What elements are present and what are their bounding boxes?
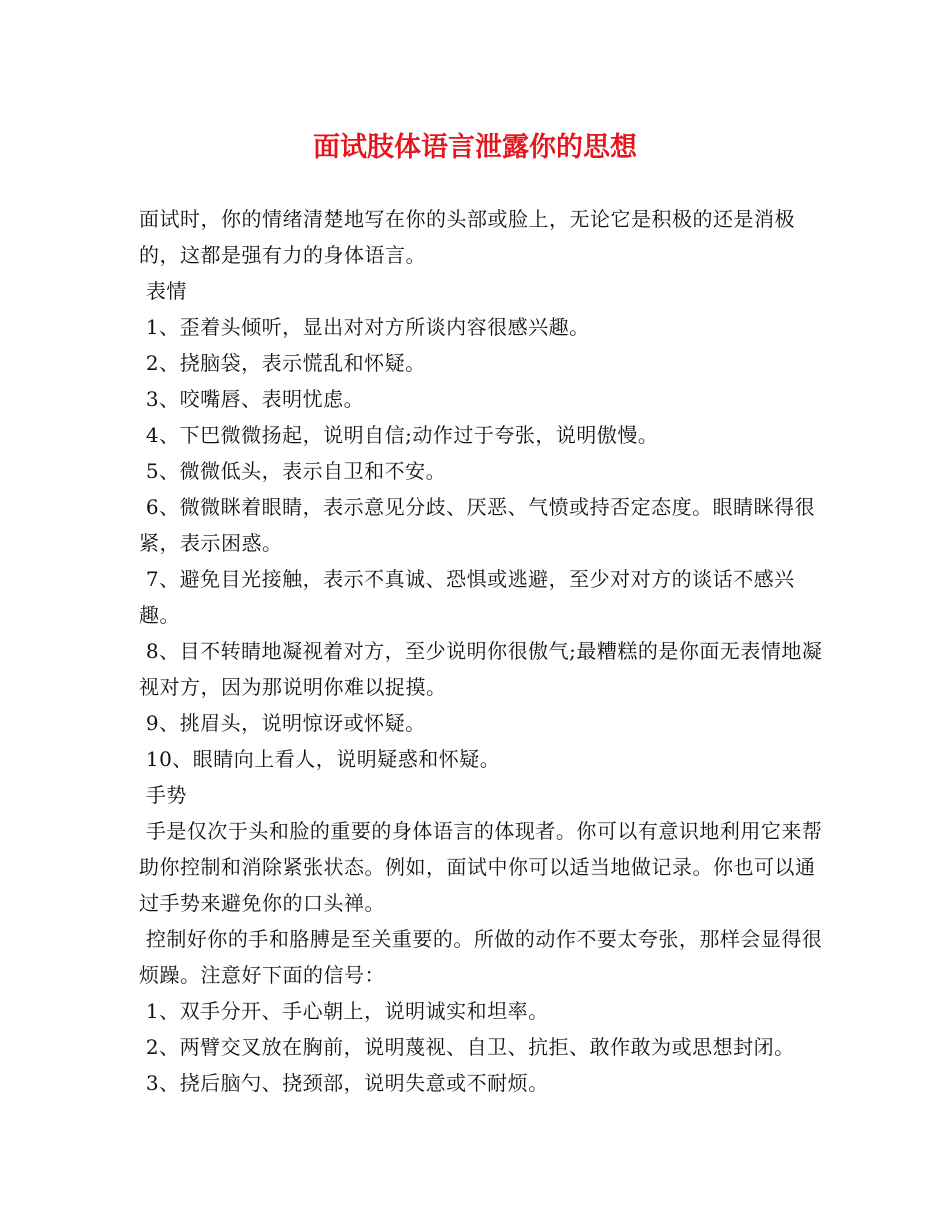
list-item: 5、微微低头，表示自卫和不安。 — [139, 459, 447, 483]
list-item: 7、避免目光接触，表示不真诚、恐惧或逃避，至少对对方的谈话不感兴趣。 — [139, 567, 795, 627]
document-body — [139, 201, 829, 1101]
document-title: 面试肢体语言泄露你的思想 — [313, 132, 637, 163]
section-heading-gesture: 手势 — [139, 783, 187, 807]
list-item: 1、双手分开、手心朝上，说明诚实和坦率。 — [139, 999, 549, 1023]
list-item: 9、挑眉头，说明惊讶或怀疑。 — [139, 711, 426, 735]
list-item: 4、下巴微微扬起，说明自信;动作过于夸张，说明傲慢。 — [139, 423, 659, 447]
section-heading-expression: 表情 — [139, 279, 187, 303]
list-item: 6、微微眯着眼睛，表示意见分歧、厌恶、气愤或持否定态度。眼睛眯得很紧，表示困惑。 — [139, 495, 816, 555]
body-paragraph: 控制好你的手和胳膊是至关重要的。所做的动作不要太夸张，那样会显得很烦躁。注意好下面的信号： — [139, 927, 823, 987]
list-item: 3、挠后脑勺、挠颈部，说明失意或不耐烦。 — [139, 1071, 549, 1095]
list-item: 2、挠脑袋，表示慌乱和怀疑。 — [139, 351, 426, 375]
list-item: 10、眼睛向上看人，说明疑惑和怀疑。 — [139, 747, 501, 771]
list-item: 8、目不转睛地凝视着对方，至少说明你很傲气;最糟糕的是你面无表情地凝视对方，因为那说明你难以捉摸。 — [139, 639, 823, 699]
list-item: 3、咬嘴唇、表明忧虑。 — [139, 387, 365, 411]
intro-paragraph: 面试时，你的情绪清楚地写在你的头部或脸上，无论它是积极的还是消极的，这都是强有力的身体语言。 — [139, 207, 795, 267]
body-paragraph: 手是仅次于头和脸的重要的身体语言的体现者。你可以有意识地利用它来帮助你控制和消除紧张状态。例如，面试中你可以适当地做记录。你也可以通过手势来避免你的口头禅。 — [139, 819, 823, 915]
list-item: 2、两臂交叉放在胸前，说明蔑视、自卫、抗拒、敢作敢为或思想封闭。 — [139, 1035, 795, 1059]
list-item: 1、歪着头倾听，显出对对方所谈内容很感兴趣。 — [139, 315, 590, 339]
